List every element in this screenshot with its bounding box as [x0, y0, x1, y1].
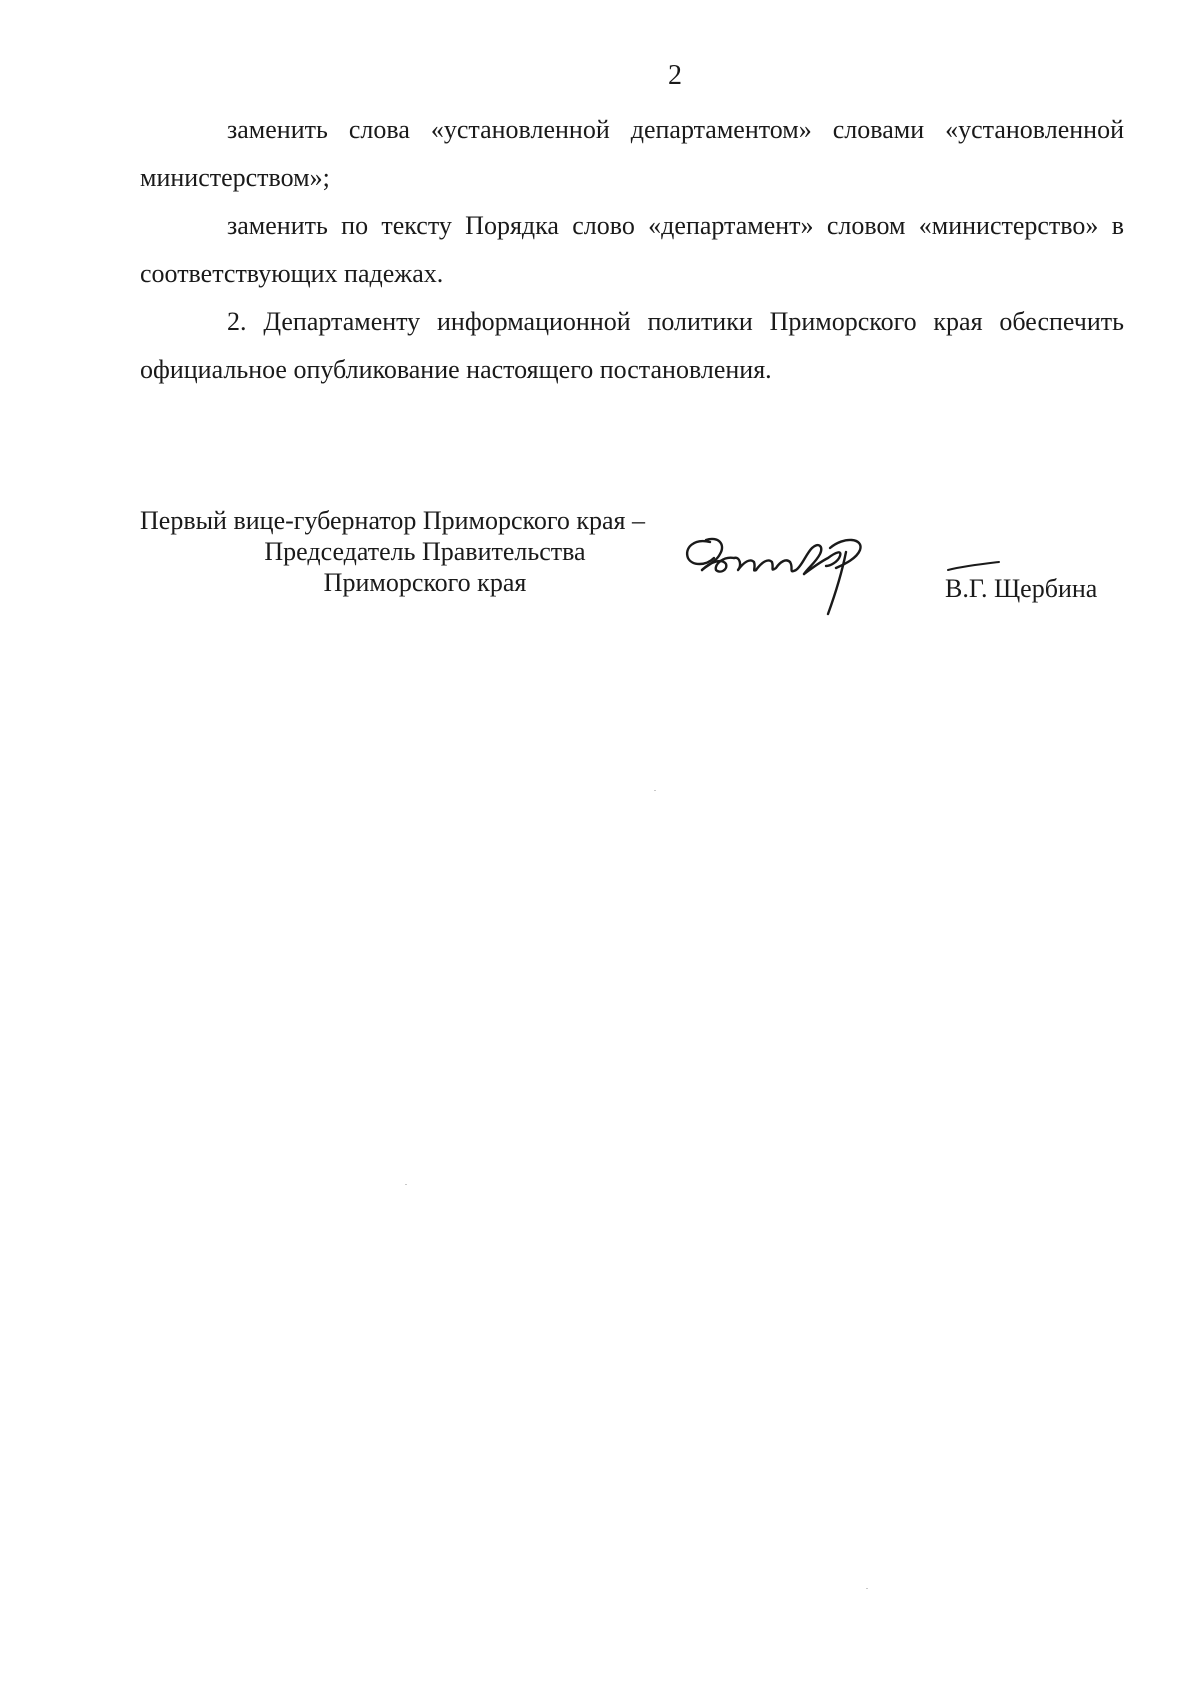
position-line-2: Председатель Правительства [264, 537, 586, 566]
scan-speck [866, 1588, 868, 1589]
position-line-1: Первый вице-губернатор Приморского края – [140, 506, 645, 535]
scan-speck [405, 1184, 407, 1185]
handwritten-signature [680, 532, 905, 624]
signatory-position [140, 505, 710, 598]
position-line-3: Приморского края [323, 568, 527, 597]
page-number: 2 [668, 60, 682, 91]
paragraph-publication: 2. Департаменту информационной политики Приморского края обеспечить официальное опубликование настоящего постановления. [140, 307, 1124, 384]
paragraph-replace-department: заменить по тексту Порядка слово «департамент» словом «министерство» в соответствующих падежах. [140, 211, 1124, 288]
signatory-name: В.Г. Щербина [945, 574, 1098, 603]
scan-speck [654, 790, 656, 791]
document-body [140, 106, 1124, 394]
signature-stroke-icon [946, 560, 1001, 574]
paragraph-replace-words: заменить слова «установленной департаментом» словами «установленной министерством»; [140, 115, 1124, 192]
